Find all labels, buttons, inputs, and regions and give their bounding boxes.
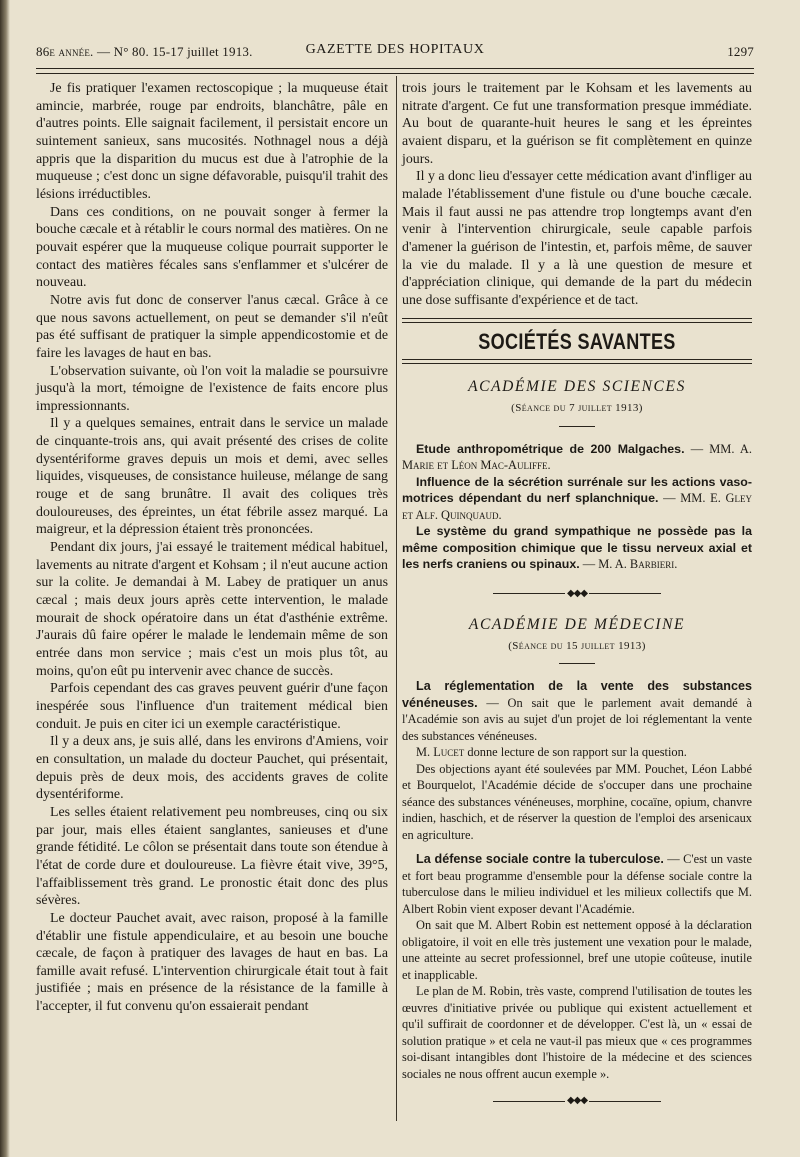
paragraph: L'observation suivante, où l'on voit la maladie se poursuivre jusqu'à la mort, témoigne de l'existence de faits encore plus impressionnants. xyxy=(36,363,388,414)
paragraph: Des objections ayant été soulevées par MM. Pouchet, Léon Labbé et Bourquelot, l'Académie décide de s'occuper dans une prochaine séance des substances vénéneuses, morphine, cocaïne, opium, chanvre indien, haschich, et de réserver la question de l'emploi des arsenicaux en agriculture. xyxy=(402,761,752,842)
communication-entry xyxy=(402,523,752,573)
communication-title: Influence de la sécrétion surrénale sur les actions vaso-motrices dépendant du nerf splanchnique. xyxy=(402,474,752,505)
communication-authors: — MM. A. Marie et Léon Mac-Auliffe. xyxy=(402,441,752,472)
speaker-text: donne lecture de son rapport sur la question. xyxy=(464,745,687,760)
paragraph: Le plan de M. Robin, très vaste, comprend l'utilisation de toutes les œuvres d'initiative privée ou publique qui existent actuellement et qu'il suffirait de coordonner et de développer. C'est là, un « essai de solution pratique » et cela ne vaut-il pas mieux que « ces programmes soi-disant intangibles dont l'histoire de la médecine et des sciences sociales ne nous offrent aucun exemple ». xyxy=(402,984,752,1081)
ornament-line xyxy=(493,593,565,594)
page-binding-edge xyxy=(0,0,10,1157)
topic-text: — On sait que le parlement avait demandé à l'Académie son avis au sujet d'un projet de loi réglementant la vente des substances vénéneuses. xyxy=(402,695,752,743)
short-rule xyxy=(559,426,595,427)
communication-entry xyxy=(402,474,752,524)
page-number: 1297 xyxy=(727,44,754,59)
academie-sciences-seance xyxy=(402,400,752,418)
section-rule-top xyxy=(402,318,752,323)
communication-entry xyxy=(402,441,752,474)
academie-medecine-body xyxy=(402,678,752,1082)
year-label: 86e année. xyxy=(36,44,94,59)
academie-sciences-heading: ACADÉMIE DES SCIENCES xyxy=(468,378,686,396)
paragraph: Pendant dix jours, j'ai essayé le traitement médical habituel, lavements au nitrate d'argent et Kohsam ; il n'eut aucune action sur la colite. Je demandai à M. Labey de pratiquer un anus cæcal ; mais deux jours après cette intervention, le malade mourait de shock opératoire dans un état d'asthénie extrême. J'aurais dû faire opérer le malade le lendemain même de son entrée dans mon service ; mais c'est un mois plus tôt, au moins, qu'on eût pu intervenir avec chance de succès. xyxy=(36,540,388,679)
section-rule-bottom xyxy=(402,359,752,364)
paragraph: Je fis pratiquer l'examen rectoscopique ; la muqueuse était amincie, marbrée, rouge par endroits, blanchâtre, pâle en d'autres points. Elle saignait facilement, il persistait encore un suintement sanieux, sans mucosités. Nothnagel nous a déjà appris que la disparition du mucus est due à l'atrophie de la muqueuse ; c'est donc un signe défavorable, puisqu'il trahit des lésions irréductibles. xyxy=(36,81,388,202)
topic-title: La défense sociale contre la tuberculose. xyxy=(416,852,664,867)
paragraph: Dans ces conditions, on ne pouvait songer à fermer la bouche cæcale et à rétablir le cours normal des matières. On ne pouvait espérer que la muqueuse colique pourrait supporter le contact des matières fécales sans s'enflammer et s'ulcérer de nouveau. xyxy=(36,204,388,291)
academie-medecine-seance xyxy=(402,638,752,656)
header-rule xyxy=(36,68,754,74)
left-column xyxy=(36,80,388,1016)
paragraph xyxy=(402,678,752,744)
page-header xyxy=(36,42,754,64)
paragraph: Les selles étaient relativement peu nombreuses, cinq ou six par jour, mais elles étaient sanglantes, sanieuses et d'une grande fétidité. Le côlon se présentait dans toute son étendue à l'état de corde dure et douloureuse. La fièvre était vive, 39°5, l'affaiblissement très grand. Le pronostic était donc des plus sévères. xyxy=(36,804,388,909)
paragraph: Il y a donc lieu d'essayer cette médication avant d'infliger au malade l'établissement d'une fistule ou d'une bouche cæcale. Mais il faut aussi ne pas attendre trop longtemps avant d'en venir à l'intervention chirurgicale, seule capable parfois d'amener la guérison de l'intestin, et, parfois même, de sauver la vie du malade. Il y a là une question de mesure et d'appréciation clinique, qui demande de la part du médecin une dose suffisante d'expérience et de tact. xyxy=(402,169,752,308)
issue-number-date: — N° 80. 15-17 juillet 1913. xyxy=(96,44,253,59)
short-rule xyxy=(559,663,595,664)
paragraph: Il y a deux ans, je suis allé, dans les environs d'Amiens, voir en consultation, un malade du docteur Pauchet, qui présentait, depuis près de deux mois, des accidents graves de colite dysentériforme. xyxy=(36,734,388,803)
ornament-glyph: ◆◆◆ xyxy=(566,1095,588,1107)
paragraph: trois jours le traitement par le Kohsam et les lavements au nitrate d'argent. Ce fut une transformation presque immédiate. Au bout de quarante-huit heures le sang et les épreintes avaient disparu, et la guérison se fit complètement en quinze jours. xyxy=(402,81,752,167)
paragraph: Il y a quelques semaines, entrait dans le service un malade de cinquante-trois ans, qui avait présenté des crises de colite dysentériforme graves depuis un mois et demi, avec selles liquides, visqueuses, de consistance huileuse, mélange de sang rouge et de sang brunâtre. Il avait des coliques très douloureuses, des épreintes, un état fébrile assez marqué. La maigreur, et la dépression étaient très prononcées. xyxy=(36,416,388,538)
seance-prefix: (Séance du xyxy=(508,639,563,652)
ornament-line xyxy=(493,1101,565,1102)
academie-medecine-heading: ACADÉMIE DE MÉDECINE xyxy=(468,616,686,634)
paragraph: Le docteur Pauchet avait, avec raison, proposé à la famille d'établir une fistule appendiculaire, et au besoin une bouche cæcale, de façon à pratiquer des lavages de haut en bas. La famille avait refusé. L'intervention chirurgicale était tout à fait justifiée ; mais en présence de la résistance de la famille à l'accepter, il fut convenu qu'on essaierait pendant xyxy=(36,910,388,1015)
seance-prefix: (Séance du xyxy=(511,401,566,414)
communication-title: Le système du grand sympathique ne possède pas la même composition chimique que le tissu nerveux axial et les nerfs craniens ou spinaux. xyxy=(402,524,752,571)
ornament-glyph: ◆◆◆ xyxy=(566,587,588,599)
communication-authors: — MM. E. Gley et Alf. Quinquaud. xyxy=(402,491,752,522)
ornament-line xyxy=(589,593,661,594)
topic-text: — C'est un vaste et fort beau programme d'ensemble pour la défense sociale contre la tuberculose dans le milieu individuel et les milieux collectifs que M. Albert Robin vient exposer devant l'Académie. xyxy=(402,852,752,916)
ornament-divider xyxy=(402,1092,752,1110)
paragraph: Parfois cependant des cas graves peuvent guérir d'une façon inespérée sous l'influence d'un traitement médical bien conduit. Je puis en citer ici un exemple caractéristique. xyxy=(36,681,388,732)
academie-sciences-entries xyxy=(402,441,752,573)
paragraph: On sait que M. Albert Robin est nettement opposé à la déclaration obligatoire, il voit en elle très justement une vexation pour le malade, une atteinte au secret professionnel, bref une utopie coûteuse, inutile et inapplicable. xyxy=(402,918,752,982)
right-column xyxy=(402,80,752,1110)
communication-title: Etude anthropométrique de 200 Malgaches. xyxy=(416,441,685,456)
section-title: SOCIÉTÉS SAVANTES xyxy=(478,328,676,354)
speaker-name: M. Lucet xyxy=(416,745,465,760)
seance-date: 7 juillet 1913) xyxy=(569,401,643,414)
paragraph: Notre avis fut donc de conserver l'anus cæcal. Grâce à ce que nous savons actuellement, on peut se demander s'il n'eût pas été suffisant de pratiquer la simple appendicostomie et de faire les lavages de haut en bas. xyxy=(36,292,388,361)
paragraph xyxy=(402,744,752,761)
journal-title: GAZETTE DES HOPITAUX xyxy=(305,42,485,57)
seance-date: 15 juillet 1913) xyxy=(566,639,646,652)
paragraph xyxy=(402,851,752,917)
ornament-line xyxy=(589,1101,661,1102)
topic-title: La réglementation de la vente des substances vénéneuses. xyxy=(402,679,752,710)
communication-authors: — M. A. Barbieri. xyxy=(579,557,678,571)
column-divider xyxy=(396,76,397,1121)
ornament-divider xyxy=(402,585,752,603)
